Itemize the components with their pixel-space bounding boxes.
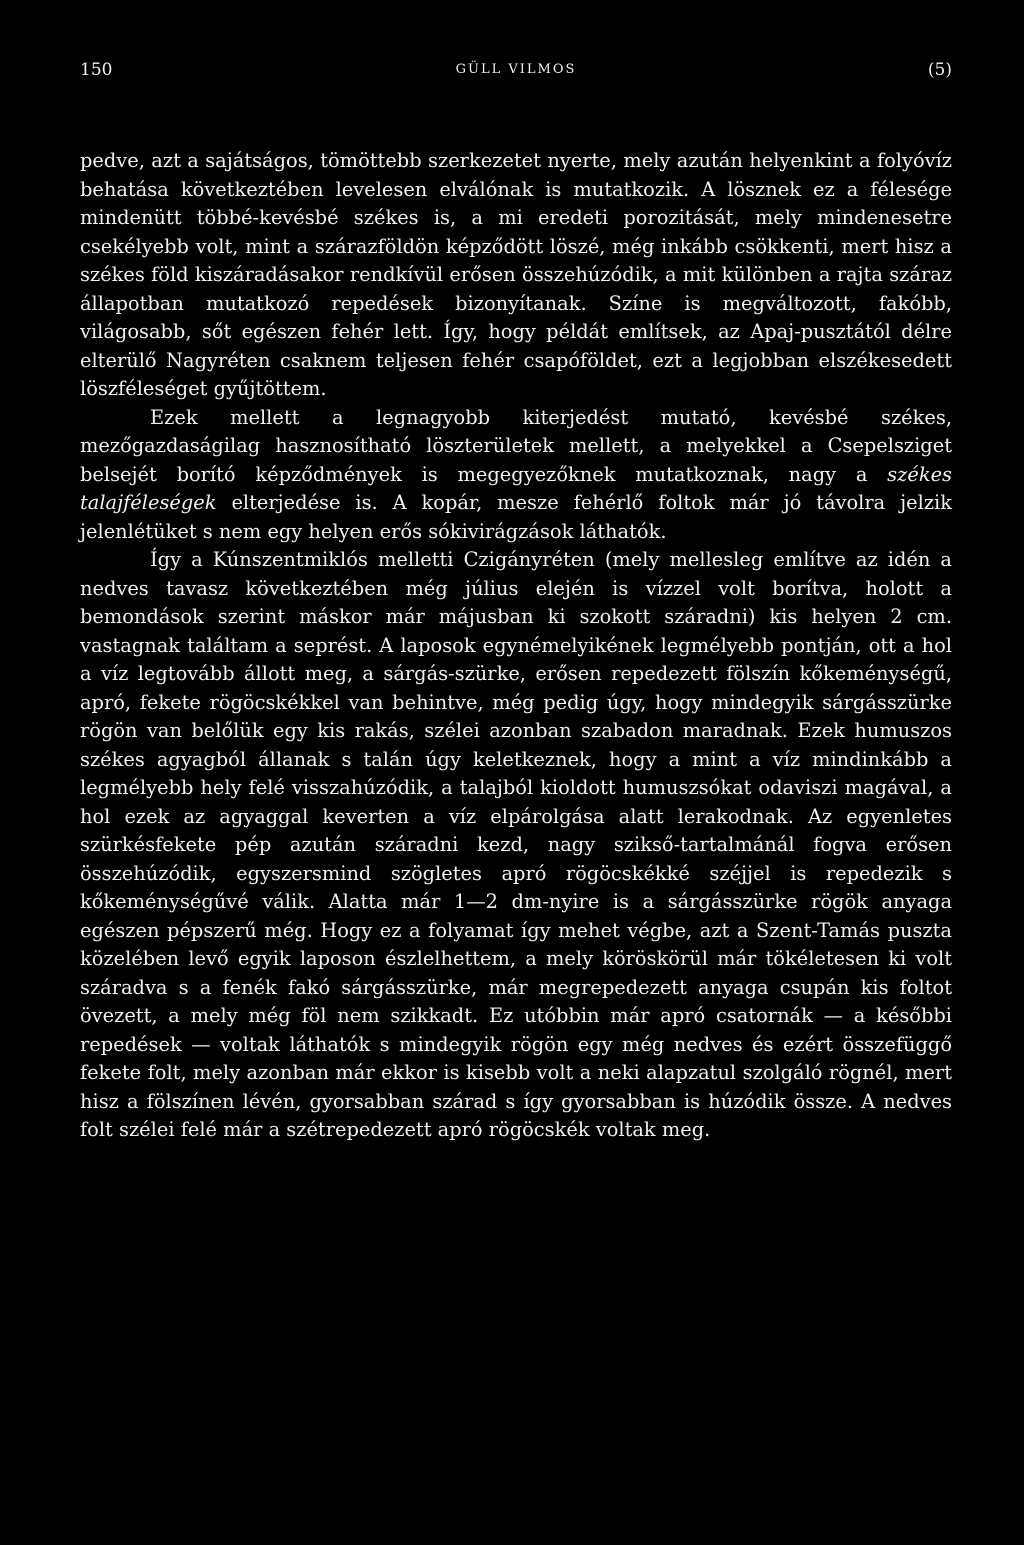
paragraph-3 — [80, 546, 952, 1145]
paragraph-2-italic: székes talajféleségek — [80, 462, 952, 514]
page-number: 150 — [80, 60, 113, 80]
section-number: (5) — [927, 60, 952, 80]
book-page — [80, 60, 952, 1145]
paragraph-2 — [80, 404, 952, 547]
paragraph-3-text: Így a Kúnszentmiklós melletti Czigányréten (mely mellesleg említve az idén a nedves tavasz következtében még július elején is vízzel volt borítva, holott a bemondások szerint máskor már májusban ki szokott száradni) kis helyen 2 cm. vastagnak találtam a seprést. A laposok egynémelyikének legmélyebb pontján, ott a hol a víz legtovább állott meg, a sárgás-szürke, erősen repedezett fölszín kőkeménységű, apró, fekete rögöcskékkel van behintve, még pedig úgy, hogy mindegyik sárgásszürke rögön van belőlük egy kis rakás, szélei azonban szabadon maradnak. Ezek humuszos székes agyagból állanak s talán úgy keletkeznek, hogy a mint a víz mindinkább a legmélyebb hely felé visszahúzódik, a talajból kioldott humuszsókat odaviszi magával, a hol ezek az agyaggal keverten a víz elpárolgása alatt lerakodnak. Az egyenletes szürkésfekete pép azután száradni kezd, nagy szikső-tartalmánál fogva erősen összehúzódik, egyszersmind szögletes apró rögöcskékké széjjel is repedezik s kőkeménységűvé válik. Alatta már 1—2 dm-nyire is a sárgásszürke rögök anyaga egészen pépszerű még. Hogy ez a folyamat így mehet végbe, azt a Szent-Tamás puszta közelében levő egyik laposon észlelhettem, a mely köröskörül már tökéletesen ki volt száradva s a fenék fakó sárgásszürke, már megrepedezett anyaga csupán kis foltot övezett, a mely még föl nem szikkadt. Ez utóbbin már apró csatornák — a későbbi repedések — voltak láthatók s mindegyik rögön egy még nedves és ezért összefüggő fekete folt, mely azonban már ekkor is kisebb volt a neki alapzatul szolgáló rögnél, mert hisz a fölszínen lévén, gyorsabban szárad s így gyorsabban is húzódik össze. A nedves folt szélei felé már a szétrepedezett apró rögöcskék voltak meg. — [80, 548, 952, 1141]
paragraph-1-text: pedve, azt a sajátságos, tömöttebb szerkezetet nyerte, mely azután helyenkint a folyóvíz behatása következtében levelesen elválónak is mutatkozik. A lösznek ez a félesége mindenütt többé-kevésbé székes is, a mi eredeti porozitását, mely mindenesetre csekélyebb volt, mint a szárazföldön képződött löszé, még inkább csökkenti, mert hisz a székes föld kiszáradásakor rendkívül erősen összehúzódik, a mit különben a rajta száraz állapotban mutatkozó repedések bizonyítanak. Színe is megváltozott, fakóbb, világosabb, sőt egészen fehér lett. Így, hogy példát említsek, az Apaj-pusztától délre elterülő Nagyréten csaknem teljesen fehér csapóföldet, ezt a legjobban elszékesedett löszféleséget gyűjtöttem. — [80, 149, 952, 400]
running-head — [80, 60, 952, 100]
running-title: GÜLL VILMOS — [455, 62, 577, 77]
body-text — [80, 147, 952, 1145]
paragraph-1 — [80, 147, 952, 404]
paragraph-2-text-after: elterjedése is. A kopár, mesze fehérlő foltok már jó távolra jelzik jelenlétüket s nem egy helyen erős sókivirágzások láthatók. — [80, 491, 952, 543]
paragraph-2-text-before: Ezek mellett a legnagyobb kiterjedést mutató, kevésbé székes, mezőgazdaságilag hasznosítható löszterületek mellett, a melyekkel a Csepelsziget belsejét borító képződmények is megegyezőknek mutatkoznak, nagy a — [80, 405, 952, 486]
